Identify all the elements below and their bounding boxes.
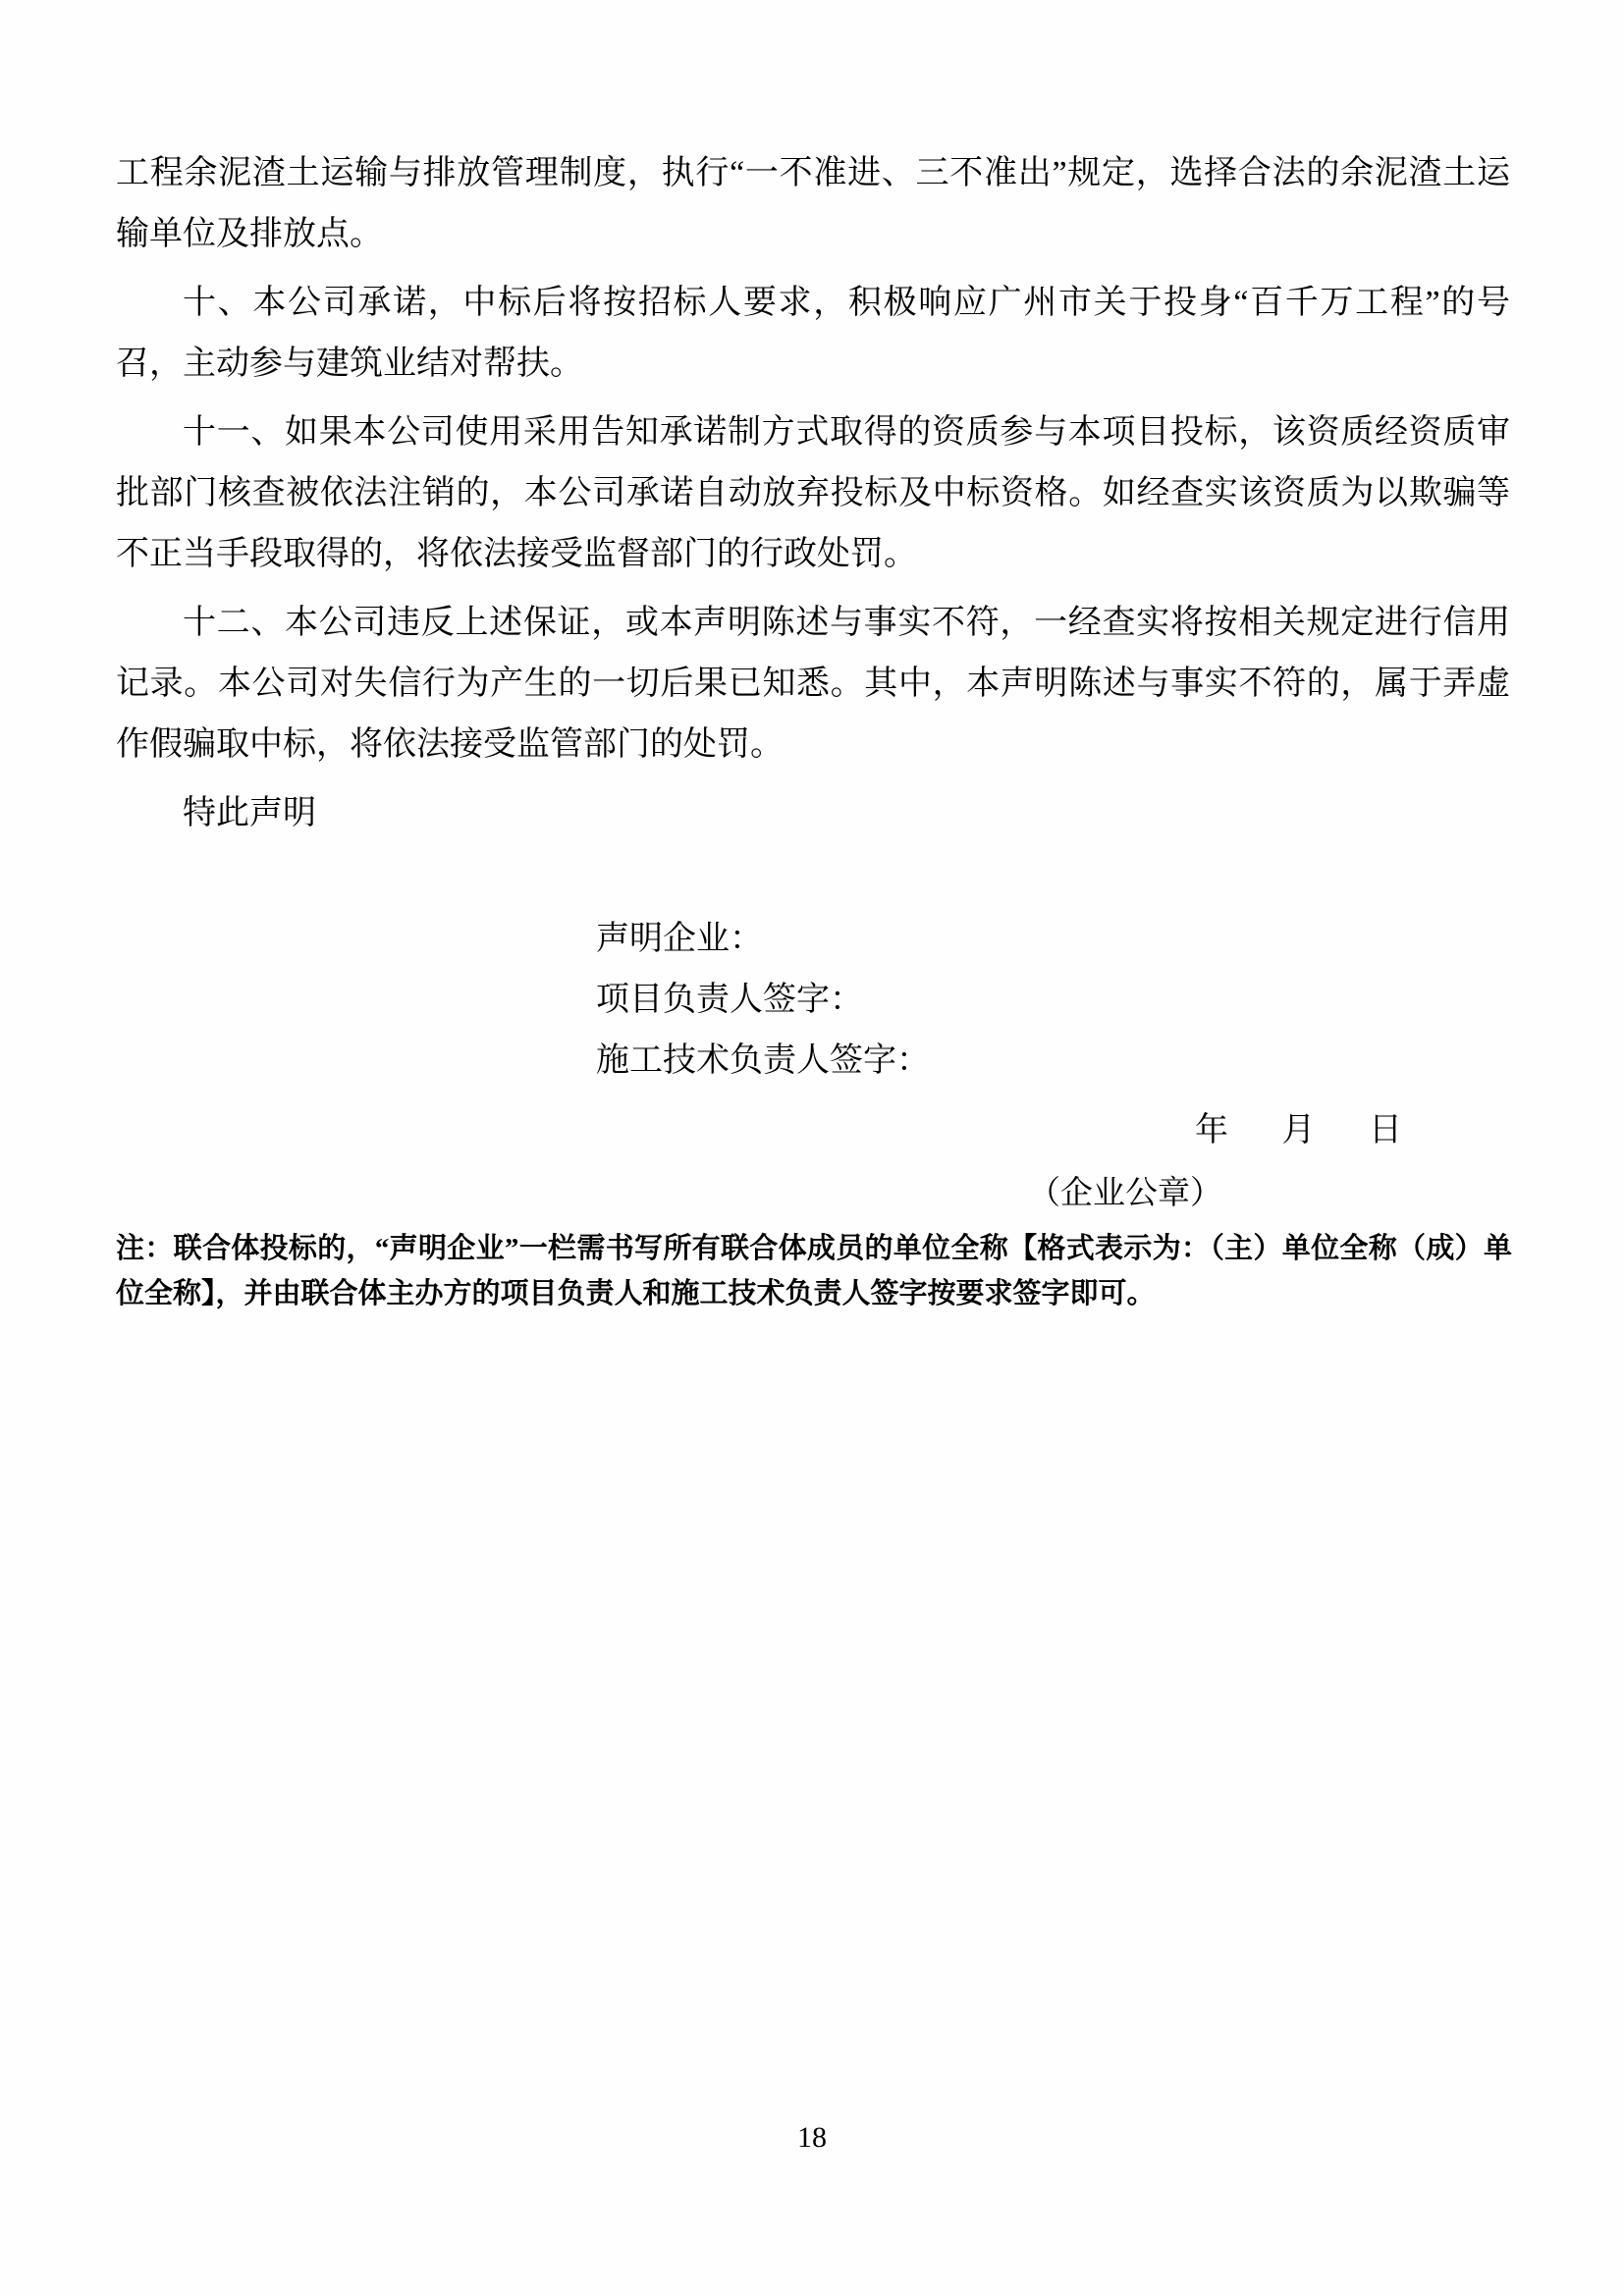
- paragraph-clause-10: 十、本公司承诺，中标后将按招标人要求，积极响应广州市关于投身“百千万工程”的号召，主动参与建筑业结对帮扶。: [116, 285, 1510, 382]
- declaring-company-label: 声明企业：: [596, 921, 763, 957]
- paragraph-clause-11: 十一、如果本公司使用采用告知承诺制方式取得的资质参与本项目投标，该资质经资质审批部门核查被依法注销的，本公司承诺自动放弃投标及中标资格。如经查实该资质为以欺骗等不正当手段取得的，将依法接受监督部门的行政处罚。: [116, 414, 1510, 572]
- year-label: 年: [1195, 1112, 1228, 1148]
- paragraph-clause-12: 十二、本公司违反上述保证，或本声明陈述与事实不符，一经查实将按相关规定进行信用记录。本公司对失信行为产生的一切后果已知悉。其中，本声明陈述与事实不符的，属于弄虚作假骗取中标，将依法接受监管部门的处罚。: [116, 605, 1510, 763]
- page-number: 18: [797, 2121, 827, 2154]
- company-seal-label: （企业公章）: [1028, 1176, 1222, 1211]
- month-label: 月: [1281, 1112, 1316, 1148]
- footnote: 注：联合体投标的，“声明企业”一栏需书写所有联合体成员的单位全称【格式表示为：（主）单位全称（成）单位全称】，并由联合体主办方的项目负责人和施工技术负责人签字按要求签字即可。: [116, 1233, 1512, 1309]
- construction-tech-manager-signature-label: 施工技术负责人签字：: [596, 1042, 930, 1079]
- day-label: 日: [1369, 1112, 1402, 1148]
- date-line: [1195, 1100, 1402, 1161]
- body-text: [116, 143, 1510, 852]
- closing-statement: 特此声明: [183, 795, 316, 831]
- project-manager-signature-label: 项目负责人签字：: [596, 982, 863, 1018]
- signature-block: [596, 909, 930, 1092]
- paragraph-continuation: 工程余泥渣土运输与排放管理制度，执行“一不准进、三不准出”规定，选择合法的余泥渣土运输单位及排放点。: [116, 155, 1510, 252]
